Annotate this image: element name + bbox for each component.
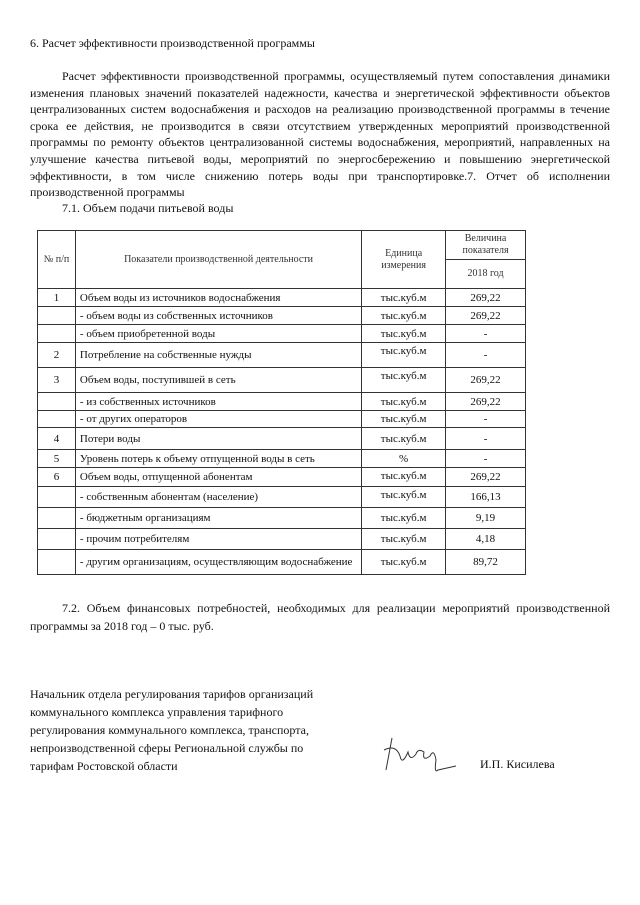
row-indicator: Потери воды	[75, 428, 361, 450]
row-num	[38, 487, 76, 508]
row-num: 5	[38, 450, 76, 468]
row-indicator: Объем воды, поступившей в сеть	[75, 368, 361, 393]
row-value: 269,22	[446, 368, 526, 393]
header-year: 2018 год	[446, 260, 526, 289]
row-num: 4	[38, 428, 76, 450]
row-unit: тыс.куб.м	[362, 550, 446, 575]
row-indicator: - другим организациям, осуществляющим водоснабжение	[75, 550, 361, 575]
row-value: -	[446, 411, 526, 428]
table-row	[38, 343, 526, 368]
row-num: 1	[38, 289, 76, 307]
row-indicator: - собственным абонентам (население)	[75, 487, 361, 508]
row-num	[38, 393, 76, 411]
handwritten-signature	[378, 730, 458, 780]
row-num	[38, 307, 76, 325]
row-unit: тыс.куб.м	[362, 411, 446, 428]
row-value: 4,18	[446, 529, 526, 550]
row-unit: тыс.куб.м	[362, 343, 446, 368]
header-value: Величина показателя	[446, 231, 526, 260]
row-indicator: Объем воды из источников водоснабжения	[75, 289, 361, 307]
table-row	[38, 411, 526, 428]
row-value: 89,72	[446, 550, 526, 575]
row-num: 6	[38, 468, 76, 487]
table-row	[38, 550, 526, 575]
row-num: 2	[38, 343, 76, 368]
row-value: 9,19	[446, 508, 526, 529]
row-num	[38, 508, 76, 529]
header-unit: Единица измерения	[362, 231, 446, 289]
section-7-2-text: 7.2. Объем финансовых потребностей, необходимых для реализации мероприятий производственной программы за 2018 год – 0 тыс. руб.	[30, 601, 610, 633]
table-row	[38, 508, 526, 529]
section-6-title: 6. Расчет эффективности производственной программы	[30, 36, 315, 50]
section-7-1-title: 7.1. Объем подачи питьевой воды	[62, 201, 234, 215]
row-num	[38, 411, 76, 428]
row-unit: тыс.куб.м	[362, 508, 446, 529]
table-row	[38, 368, 526, 393]
row-indicator: Объем воды, отпущенной абонентам	[75, 468, 361, 487]
row-unit: тыс.куб.м	[362, 428, 446, 450]
row-unit: тыс.куб.м	[362, 393, 446, 411]
row-unit: тыс.куб.м	[362, 307, 446, 325]
row-value: -	[446, 343, 526, 368]
row-indicator: Потребление на собственные нужды	[75, 343, 361, 368]
header-num: № п/п	[38, 231, 76, 289]
water-supply-table	[37, 230, 526, 575]
table-row	[38, 529, 526, 550]
signature-line: коммунального комплекса управления тарифного	[30, 705, 284, 719]
signature-block	[30, 685, 313, 775]
row-indicator: - объем воды из собственных источников	[75, 307, 361, 325]
row-unit: тыс.куб.м	[362, 289, 446, 307]
header-indicator: Показатели производственной деятельности	[75, 231, 361, 289]
row-num	[38, 550, 76, 575]
signatory-name: И.П. Кисилева	[480, 757, 555, 771]
table-row	[38, 393, 526, 411]
row-unit: тыс.куб.м	[362, 487, 446, 508]
table-row	[38, 289, 526, 307]
table-row	[38, 307, 526, 325]
table-row	[38, 487, 526, 508]
row-unit: %	[362, 450, 446, 468]
row-indicator: Уровень потерь к объему отпущенной воды в сеть	[75, 450, 361, 468]
signature-line: Начальник отдела регулирования тарифов организаций	[30, 687, 314, 701]
signature-line: тарифам Ростовской области	[30, 759, 178, 773]
row-indicator: - прочим потребителям	[75, 529, 361, 550]
row-value: 269,22	[446, 393, 526, 411]
row-unit: тыс.куб.м	[362, 325, 446, 343]
row-value: -	[446, 450, 526, 468]
row-value: 166,13	[446, 487, 526, 508]
signature-line: регулирования коммунального комплекса, транспорта,	[30, 723, 309, 737]
row-unit: тыс.куб.м	[362, 368, 446, 393]
row-num: 3	[38, 368, 76, 393]
table-row	[38, 428, 526, 450]
row-value: -	[446, 428, 526, 450]
table-row	[38, 468, 526, 487]
signature-line: непроизводственной сферы Региональной службы по	[30, 741, 304, 755]
row-indicator: - объем приобретенной воды	[75, 325, 361, 343]
table-row	[38, 450, 526, 468]
row-value: 269,22	[446, 468, 526, 487]
row-num	[38, 325, 76, 343]
row-value: 269,22	[446, 289, 526, 307]
row-unit: тыс.куб.м	[362, 468, 446, 487]
row-indicator: - из собственных источников	[75, 393, 361, 411]
row-indicator: - бюджетным организациям	[75, 508, 361, 529]
row-num	[38, 529, 76, 550]
row-value: 269,22	[446, 307, 526, 325]
row-unit: тыс.куб.м	[362, 529, 446, 550]
table-row	[38, 325, 526, 343]
row-value: -	[446, 325, 526, 343]
section-6-paragraph: Расчет эффективности производственной программы, осуществляемый путем сопоставления динамики изменения плановых значений показателей надежности, качества и энергетической эффективности объектов централизованных систем водоснабжения и расходов на реализацию производственной программы в течение срока ее действия, не производится в связи отсутствием утвержденных мероприятий производственной программы по ремонту объектов централизованной системы водоснабжения, мероприятий, направленных на улучшение качества питьевой воды, мероприятий по энергосбережению и повышению энергетической эффективности, в том числе снижению потерь воды при транспортировке.7. Отчет об исполнении производственной программы	[30, 69, 610, 200]
row-indicator: - от других операторов	[75, 411, 361, 428]
